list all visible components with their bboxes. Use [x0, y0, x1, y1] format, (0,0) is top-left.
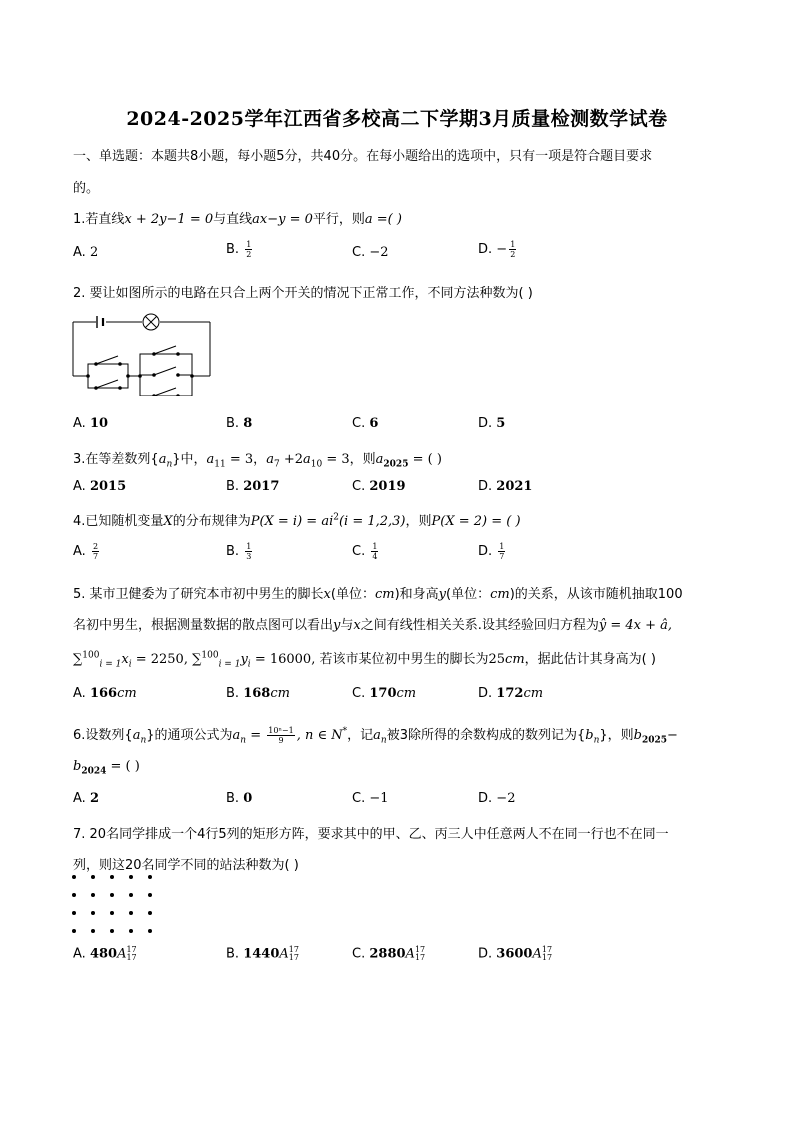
grid-dot — [129, 893, 133, 897]
q5-option-a[interactable]: A. 166cm — [73, 686, 137, 701]
circuit-diagram — [70, 312, 215, 396]
q6-option-d[interactable]: D. −2 — [478, 791, 516, 806]
grid-dot — [148, 875, 152, 879]
grid-dot — [129, 911, 133, 915]
question-3: 3.在等差数列$\{a_n\}$中，$a_{11} = 3$，$a_7 +2a_{10} = 3$，则$a_{2025}$ = ( ) — [73, 452, 442, 470]
grid-dot — [91, 875, 95, 879]
grid-dot — [110, 893, 114, 897]
q1-option-b[interactable]: B. $\frac{1}{2}$ — [226, 240, 252, 259]
grid-dot — [148, 929, 152, 933]
grid-dot — [91, 893, 95, 897]
question-2: 2. 要让如图所示的电路在只合上两个开关的情况下正常工作，不同方法种数为( ) — [73, 286, 533, 301]
q3-option-d[interactable]: D. 2021 — [478, 479, 533, 494]
grid-dot — [72, 893, 76, 897]
q2-option-d[interactable]: D. 5 — [478, 416, 506, 431]
q6-option-a[interactable]: A. 2 — [73, 791, 99, 806]
q3-option-a[interactable]: A. 2015 — [73, 479, 127, 494]
q7-option-d[interactable]: D. 3600A 17 17 — [478, 945, 553, 962]
question-6-line-2: $b_{2024}$ = ( ) — [73, 759, 140, 777]
q7-option-b[interactable]: B. 1440A 17 17 — [226, 945, 299, 962]
question-7-line-2: 列，则这20名同学不同的站法种数为( ) — [73, 858, 299, 873]
q7-option-a[interactable]: A. 480A 17 17 — [73, 945, 137, 962]
battery-icon — [97, 316, 103, 328]
q1-option-a[interactable]: A. 2 — [73, 245, 99, 260]
q4-option-b[interactable]: B. $\frac{1}{3}$ — [226, 542, 252, 561]
q6-option-b[interactable]: B. 0 — [226, 791, 253, 806]
question-1: 1.若直线x + 2y−1 = 0与直线ax−y = 0平行，则a =( ) — [73, 212, 402, 227]
grid-dot — [91, 929, 95, 933]
question-5-line-3: $\sum^{100}_{i = 1}x_i = 2250$, $\sum^{100}_{i = 1}y_i = 16000$, 若该市某位初中男生的脚长为25cm，据此估计其身高为( ) — [73, 650, 656, 670]
q5-option-b[interactable]: B. 168cm — [226, 686, 290, 701]
section-heading-cont: 的。 — [73, 181, 100, 196]
q4-option-d[interactable]: D. $\frac{1}{7}$ — [478, 542, 505, 561]
grid-dot — [110, 911, 114, 915]
q7-option-c[interactable]: C. 2880A 17 17 — [352, 945, 426, 962]
grid-dot — [72, 929, 76, 933]
q2-option-a[interactable]: A. 10 — [73, 416, 109, 431]
q5-option-d[interactable]: D. 172cm — [478, 686, 544, 701]
question-7-line-1: 7. 20名同学排成一个4行5列的矩形方阵，要求其中的甲、乙、丙三人中任意两人不在同一行也不在同一 — [73, 827, 669, 842]
grid-dot — [72, 911, 76, 915]
question-4: 4.已知随机变量X的分布规律为$P(X = i) = ai^2(i = 1,2,3)$，则P(X = 2) = ( ) — [73, 512, 521, 529]
q3-option-b[interactable]: B. 2017 — [226, 479, 280, 494]
question-5-line-1: 5. 某市卫健委为了研究本市初中男生的脚长x(单位：cm)和身高y(单位：cm)的关系，从该市随机抽取100 — [73, 587, 683, 602]
question-6-line-1: 6.设数列$\{a_n\}$的通项公式为$a_n$ = $\frac{\text{10ⁿ−1}}{9}$ , n ∈ N*，记$a_n$被3除所得的余数构成的数列记为$\{b_n\}$，则$b_{2025}-$ — [73, 726, 678, 746]
grid-dot — [129, 929, 133, 933]
grid-dot — [72, 875, 76, 879]
q1-option-d[interactable]: D. − $\frac{1}{2}$ — [478, 240, 516, 259]
q2-option-c[interactable]: C. 6 — [352, 416, 379, 431]
lamp-icon — [143, 314, 159, 330]
q1-option-c[interactable]: C. −2 — [352, 245, 389, 260]
q5-option-c[interactable]: C. 170cm — [352, 686, 417, 701]
grid-dot — [110, 929, 114, 933]
q3-option-c[interactable]: C. 2019 — [352, 479, 406, 494]
section-heading: 一、单选题：本题共8小题，每小题5分，共40分。在每小题给出的选项中，只有一项是符合题目要求 — [73, 149, 653, 164]
q6-option-c[interactable]: C. −1 — [352, 791, 389, 806]
exam-title: 2024-2025学年江西省多校高二下学期3月质量检测数学试卷 — [126, 108, 668, 130]
grid-dot — [148, 911, 152, 915]
grid-dot — [91, 911, 95, 915]
q4-option-c[interactable]: C. $\frac{1}{4}$ — [352, 542, 378, 561]
q4-option-a[interactable]: A. $\frac{2}{7}$ — [73, 542, 99, 561]
grid-dot — [110, 875, 114, 879]
question-5-line-2: 名初中男生，根据测量数据的散点图可以看出y与x之间有线性相关关系.设其经验回归方程为ŷ = 4x + â, — [73, 618, 673, 633]
grid-dot — [148, 893, 152, 897]
grid-dot — [129, 875, 133, 879]
q2-option-b[interactable]: B. 8 — [226, 416, 253, 431]
